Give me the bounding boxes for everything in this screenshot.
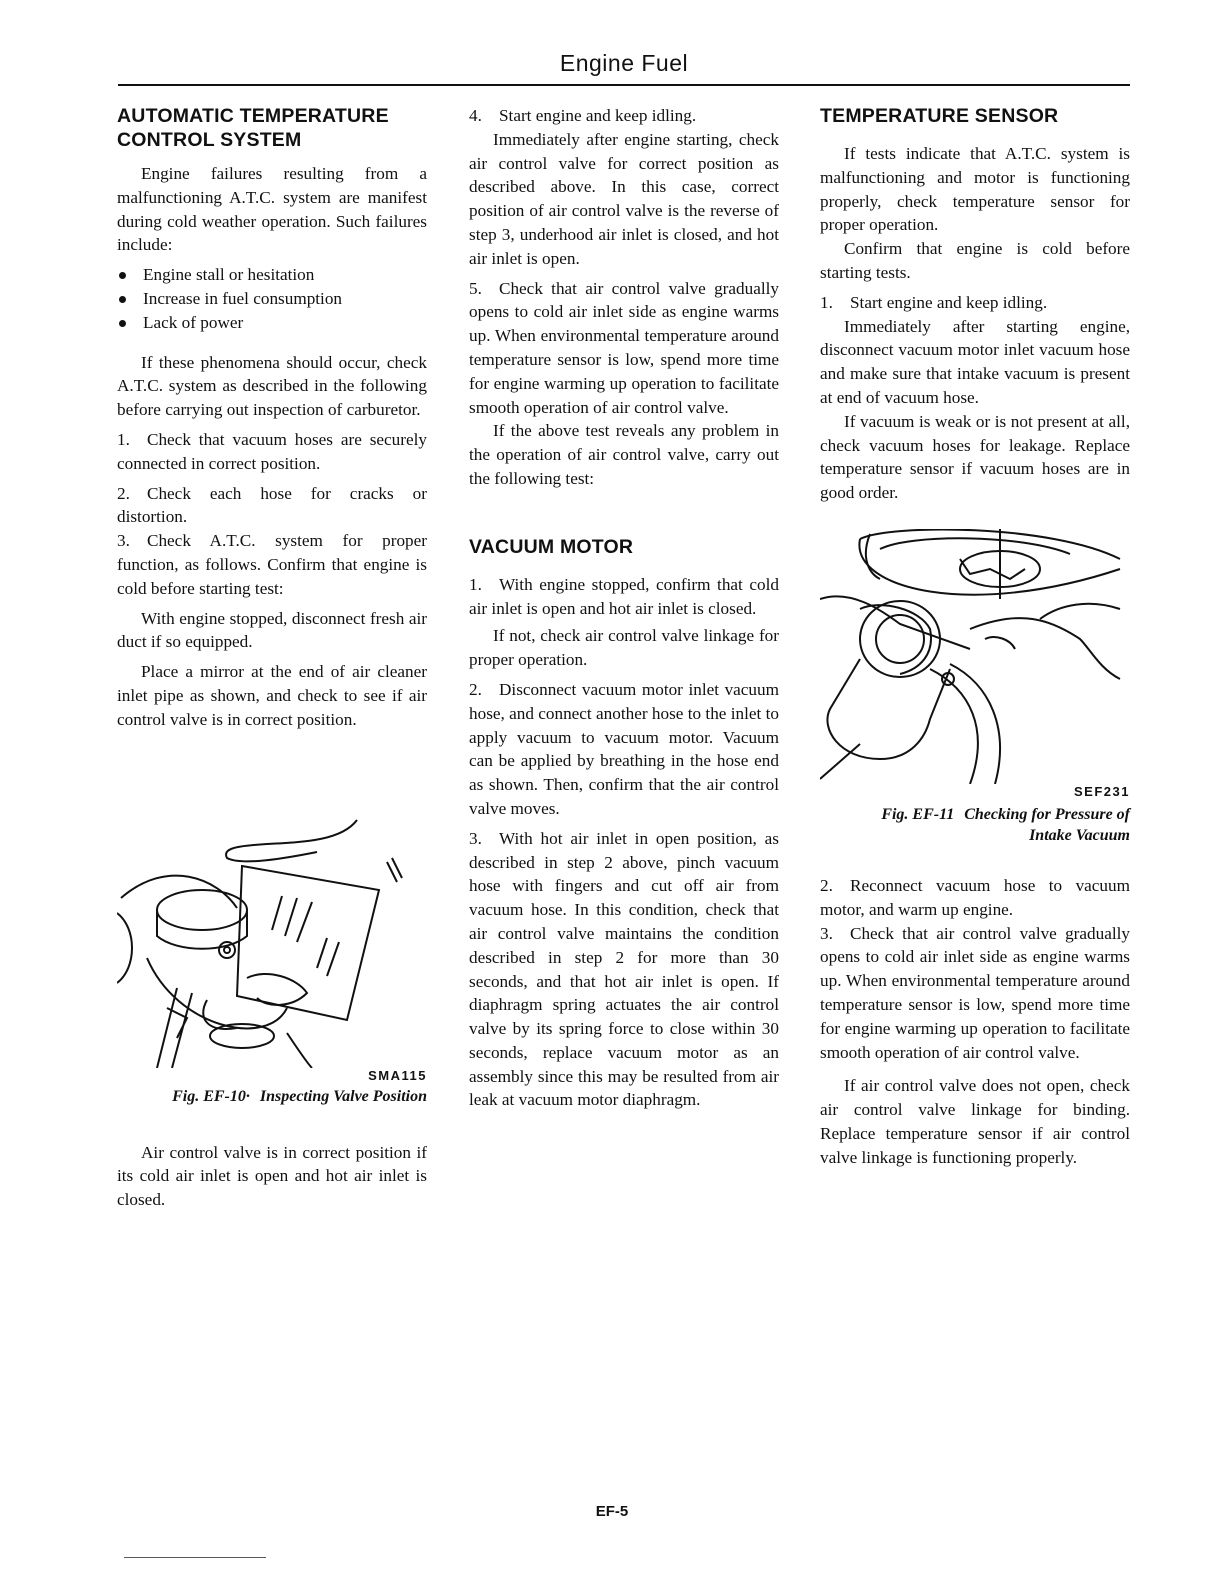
page-title: Engine Fuel xyxy=(559,50,689,76)
step-text: Check each hose for cracks or distortion. xyxy=(117,483,427,527)
list-item: Increase in fuel consumption xyxy=(117,287,427,311)
figure-ef10 xyxy=(117,818,427,1107)
list-item: Engine stall or hesitation xyxy=(117,263,427,287)
weak-paragraph: If vacuum is weak or is not present at all, check vacuum hoses for leakage. Replace temperature sensor if vacuum hoses are in good order. xyxy=(820,411,1130,503)
tests-paragraph: If tests indicate that A.T.C. system is malfunctioning and motor is functioning properly, check temperature sensor for proper operation. xyxy=(820,144,1130,235)
step-text: Start engine and keep idling. xyxy=(499,106,697,125)
ts-step-2 xyxy=(820,874,1130,922)
reveals-paragraph: If the above test reveals any problem in the operation of air control valve, carry out the following test: xyxy=(469,421,779,488)
figure-caption xyxy=(820,804,1130,846)
step-text: Check that air control valve gradually opens to cold air inlet side as engine warms up. When environmental temperature around temperature sensor is low, spend more time for engine warming up operation to facilitate smooth operation of air control valve. xyxy=(820,923,1130,1062)
step-text: Check that air control valve gradually opens to cold air inlet side as engine warms up. When environmental temperature around temperature sensor is low, spend more time for engine warming up operation to facilitate smooth operation of air control valve. xyxy=(469,278,779,417)
step-number: 1. xyxy=(117,429,130,449)
column-left xyxy=(117,104,427,1218)
check-paragraph: If these phenomena should occur, check A.T.C. system as described in the following before carrying out inspection of carburetor. xyxy=(117,352,427,420)
step-number: 4. xyxy=(469,106,482,125)
figure-ef11 xyxy=(820,529,1130,846)
step-number: 3. xyxy=(117,531,130,551)
step-2 xyxy=(117,482,427,530)
figure-label: Fig. EF-10· xyxy=(172,1087,250,1105)
immediately-paragraph: Immediately after starting engine, disconnect vacuum motor inlet vacuum hose and make sure that intake vacuum is present at end of vacuum hose. xyxy=(820,316,1130,407)
step-number: 2. xyxy=(469,679,482,699)
page-number: EF-5 xyxy=(595,1503,629,1520)
vacuum-check-illustration xyxy=(820,529,1130,784)
intro-paragraph: Engine failures resulting from a malfunctioning A.T.C. system are manifest during cold weather operation. Such failures include: xyxy=(117,164,427,255)
step-text: Disconnect vacuum motor inlet vacuum hose, and connect another hose to the inlet to apply vacuum to vacuum motor. Vacuum can be applied by breathing in the hose end as shown. Then, confirm that the air control valve moves. xyxy=(469,679,779,818)
notopen-paragraph: If air control valve does not open, check air control valve linkage for binding. Replace temperature sensor if air control valve linkage is functioning properly. xyxy=(820,1076,1130,1167)
figure-code: SMA115 xyxy=(368,1067,427,1083)
step-number: 3. xyxy=(820,923,833,943)
figure-title-line-2: Intake Vacuum xyxy=(1029,826,1130,844)
section-heading-atc xyxy=(117,104,427,152)
failure-list xyxy=(117,263,427,334)
heading-line-1: AUTOMATIC TEMPERATURE xyxy=(117,105,389,127)
column-right xyxy=(820,104,1130,1176)
step-number: 2. xyxy=(117,483,130,503)
figure-label: Fig. EF-11 xyxy=(881,805,955,823)
figure-title: Inspecting Valve Position xyxy=(259,1087,427,1105)
section-heading-vacuum-motor: VACUUM MOTOR xyxy=(469,535,634,558)
valve-mirror-illustration xyxy=(117,818,427,1068)
vm-step-2 xyxy=(469,678,779,821)
step-1 xyxy=(117,428,427,476)
page-header xyxy=(118,48,1130,86)
step-text: Reconnect vacuum hose to vacuum motor, and warm up engine. xyxy=(820,875,1130,919)
step-number: 3. xyxy=(469,828,482,848)
list-item: Lack of power xyxy=(117,311,427,335)
step-5 xyxy=(469,277,779,420)
step-text: Check A.T.C. system for proper function, as follows. Confirm that engine is cold before starting test: xyxy=(117,531,427,598)
ts-step-3 xyxy=(820,922,1130,1065)
ts-step-1 xyxy=(820,291,1130,315)
step-4 xyxy=(469,104,779,128)
column-middle xyxy=(469,104,779,1118)
heading-line-2: CONTROL SYSTEM xyxy=(117,129,302,151)
figure-caption xyxy=(117,1086,427,1107)
mirror-paragraph: Place a mirror at the end of air cleaner inlet pipe as shown, and check to see if air control valve is in correct position. xyxy=(117,662,427,729)
step-text: With engine stopped, confirm that cold air inlet is open and hot air inlet is closed. xyxy=(469,574,779,618)
step-text: With hot air inlet in open position, as described in step 2 above, pinch vacuum hose with fingers and cut off air from vacuum hose. In this condition, check that air control valve maintains the condition described in step 2 for more than 30 seconds, and that hot air inlet is open. If diaphragm spring actuates the air control valve by its spring force to close within 30 seconds, replace vacuum motor as an assembly since this may be resulted from air leak at vacuum motor diaphragm. xyxy=(469,828,779,1110)
ifnot-paragraph: If not, check air control valve linkage for proper operation. xyxy=(469,626,779,670)
step-number: 1. xyxy=(820,292,833,312)
footer-rule xyxy=(124,1557,266,1558)
step-number: 5. xyxy=(469,278,482,298)
step-number: 1. xyxy=(469,574,482,594)
step-text: Check that vacuum hoses are securely connected in correct position. xyxy=(117,429,427,473)
after-figure-paragraph: Air control valve is in correct position if its cold air inlet is open and hot air inlet is closed. xyxy=(117,1142,427,1210)
figure-title-line-1: Checking for Pressure of xyxy=(964,805,1130,823)
step-3 xyxy=(117,529,427,600)
confirm-paragraph: Confirm that engine is cold before starting tests. xyxy=(820,239,1130,282)
vm-step-1 xyxy=(469,573,779,621)
figure-code: SEF231 xyxy=(1074,783,1130,799)
section-heading-temp-sensor: TEMPERATURE SENSOR xyxy=(820,105,1059,127)
immediately-paragraph: Immediately after engine starting, check air control valve for correct position as described above. In this case, correct position of air control valve is the reverse of step 3, underhood air inlet is closed, and hot air inlet is open. xyxy=(469,129,779,268)
step-number: 2. xyxy=(820,875,833,895)
stopped-paragraph: With engine stopped, disconnect fresh air duct if so equipped. xyxy=(117,608,427,652)
vm-step-3 xyxy=(469,827,779,1113)
step-text: Start engine and keep idling. xyxy=(850,292,1048,312)
